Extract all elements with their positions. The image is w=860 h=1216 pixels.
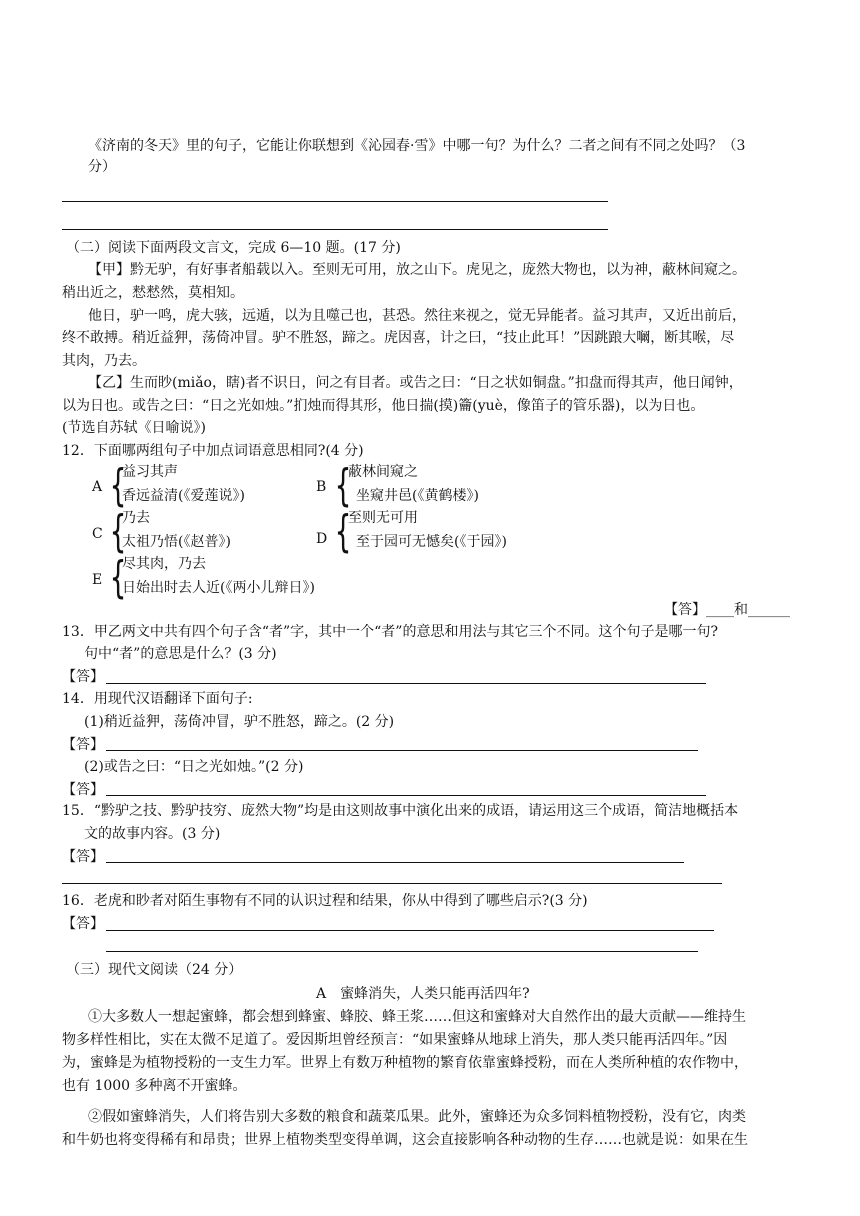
- text-jia-line: 其肉，乃去。: [62, 353, 146, 369]
- option-e-sentence1: 尽其肉，乃去: [122, 556, 206, 572]
- brace-icon: {: [109, 460, 127, 511]
- answer-line[interactable]: [62, 883, 722, 884]
- option-letter-c: C: [92, 526, 103, 542]
- answer-label: 【答】: [62, 782, 104, 798]
- answer-line: [62, 201, 608, 202]
- option-letter-a: A: [92, 479, 103, 495]
- brace-icon: {: [334, 506, 352, 557]
- text-jia-line: 稍出近之，慭慭然，莫相知。: [62, 285, 244, 301]
- text-jia-line: 他日，驴一鸣，虎大骇，远遁，以为且噬己也，甚恐。然往来视之，觉无异能者。益习其声，又近出前后，: [88, 308, 746, 324]
- question-14-sentence2: (2)或告之曰：“日之光如烛。”(2 分): [84, 759, 304, 775]
- answer-label: 【答】: [62, 916, 104, 932]
- question-13-line1: 13．甲乙两文中共有四个句子含“者”字，其中一个“者”的意思和用法与其它三个不同。这个句子是哪一句?: [62, 624, 718, 640]
- paragraph-line: ①大多数人一想起蜜蜂，都会想到蜂蜜、蜂胶、蜂王浆……但这和蜜蜂对大自然作出的最大贡献——维持生: [88, 1009, 746, 1025]
- answer-line[interactable]: [106, 930, 714, 931]
- question-intro-line1: 《济南的冬天》里的句子，它能让你联想到《沁园春·雪》中哪一句？为什么？二者之间有不同之处吗？（3: [88, 138, 746, 154]
- option-letter-b: B: [316, 479, 327, 495]
- answer-line[interactable]: [106, 795, 706, 796]
- paragraph-line: 为，蜜蜂是为植物授粉的一支生力军。世界上有数万种植物的繁育依靠蜜蜂授粉，而在人类所种植的农作物中，: [62, 1055, 748, 1071]
- text-yi-line: 【乙】生而眇(miǎo，瞎)者不识日，问之有目者。或告之曰：“日之状如铜盘。”扣盘而得其声，他日闻钟，: [88, 375, 743, 391]
- answer-label: 【答】: [62, 669, 104, 685]
- question-14-stem: 14．用现代汉语翻译下面句子:: [62, 691, 253, 707]
- question-15-line2: 文的故事内容。(3 分): [84, 826, 221, 842]
- option-b-sentence1: 蔽林间窥之: [348, 464, 418, 480]
- brace-icon: {: [334, 460, 352, 511]
- option-letter-e: E: [92, 572, 103, 588]
- question-14-sentence1: (1)稍近益狎，荡倚冲冒，驴不胜怒，蹄之。(2 分): [84, 714, 395, 730]
- text-yi-line: 以为日也。或告之曰：“日之光如烛。”扪烛而得其形，他日揣(摸)籥(yuè，像笛子的管乐器)，以为日也。: [62, 398, 705, 414]
- brace-icon: {: [109, 552, 127, 603]
- question-13-line2: 句中“者”的意思是什么？(3 分): [84, 646, 277, 662]
- option-b-sentence2: 坐窥井邑(《黄鹤楼》): [356, 488, 479, 504]
- text-jia-line: 终不敢搏。稍近益狎，荡倚冲冒。驴不胜怒，蹄之。虎因喜，计之曰，“技止此耳！”因跳踉大㘎，断其喉，尽: [62, 330, 735, 346]
- option-e-sentence2: 日始出时去人近(《两小儿辩日》): [122, 580, 315, 596]
- paragraph-line: 也有 1000 多种离不开蜜蜂。: [62, 1078, 247, 1094]
- brace-icon: {: [109, 506, 127, 557]
- answer-label: 【答】: [62, 849, 104, 865]
- question-12-answer[interactable]: 【答】____和______: [664, 602, 790, 618]
- article-title: A 蜜蜂消失，人类只能再活四年?: [316, 986, 530, 1002]
- option-d-sentence1: 至则无可用: [348, 510, 418, 526]
- question-16-line: 16．老虎和眇者对陌生事物有不同的认识过程和结果，你从中得到了哪些启示?(3 分): [62, 893, 588, 909]
- section-heading-classical: （二）阅读下面两段文言文，完成 6—10 题。(17 分): [66, 240, 401, 256]
- text-jia-line: 【甲】黔无驴，有好事者船载以入。至则无可用，放之山下。虎见之，庞然大物也，以为神，蔽林间窥之。: [88, 262, 746, 278]
- option-c-sentence2: 太祖乃悟(《赵普》): [122, 534, 231, 550]
- answer-line[interactable]: [106, 862, 684, 863]
- option-letter-d: D: [316, 531, 328, 547]
- answer-line: [62, 229, 608, 230]
- option-c-sentence1: 乃去: [122, 510, 150, 526]
- question-12-stem: 12．下面哪两组句子中加点词语意思相同?(4 分): [62, 443, 364, 459]
- paragraph-line: 物多样性相比，实在太微不足道了。爱因斯坦曾经预言：“如果蜜蜂从地球上消失，那人类只能再活四年。”因: [62, 1032, 728, 1048]
- answer-label: 【答】: [62, 737, 104, 753]
- answer-line[interactable]: [106, 951, 698, 952]
- section-heading-modern: （三）现代文阅读（24 分）: [66, 962, 243, 978]
- paragraph-line: ②假如蜜蜂消失，人们将告别大多数的粮食和蔬菜瓜果。此外，蜜蜂还为众多饲料植物授粉，没有它，肉类: [88, 1109, 746, 1125]
- answer-line[interactable]: [106, 750, 698, 751]
- question-intro-line2: 分）: [88, 159, 116, 175]
- option-d-sentence2: 至于园可无憾矣(《于园》): [356, 534, 507, 550]
- question-15-line1: 15．“黔驴之技、黔驴技穷、庞然大物”均是由这则故事中演化出来的成语，请运用这三个成语，简洁地概括本: [62, 803, 739, 819]
- text-yi-source: (节选自苏轼《日喻说》): [62, 420, 206, 436]
- option-a-sentence2: 香远益清(《爱莲说》): [122, 488, 245, 504]
- option-a-sentence1: 益习其声: [122, 464, 178, 480]
- paragraph-line: 和牛奶也将变得稀有和昂贵；世界上植物类型变得单调，这会直接影响各种动物的生存……也就是说：如果在生: [62, 1132, 748, 1148]
- answer-line[interactable]: [106, 683, 706, 684]
